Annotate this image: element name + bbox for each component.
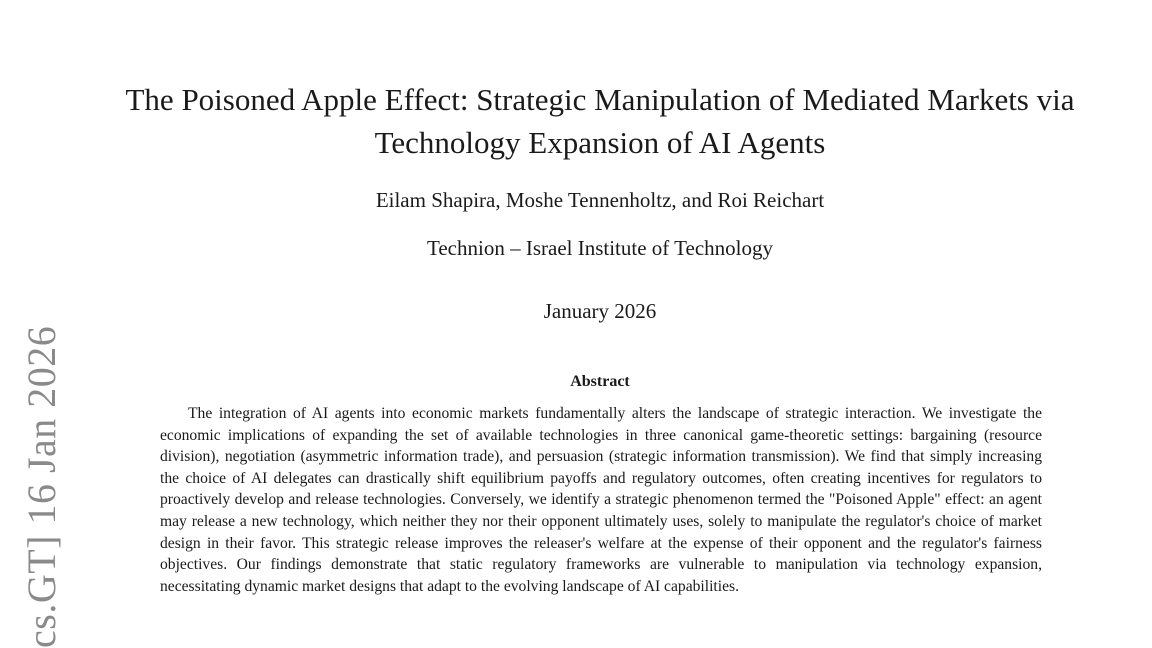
paper-authors: Eilam Shapira, Moshe Tennenholtz, and Roi Reichart: [375, 188, 825, 212]
abstract-body: The integration of AI agents into economic markets fundamentally alters the landscape of strategic interaction. We investigate the economic implications of expanding the set of available technologies in three canonical game-theoretic settings: bargaining (resource division), negotiation (asymmetric information trade), and persuasion (strategic information transmission). We find that simply increasing the choice of AI delegates can drastically shift equilibrium payoffs and regulatory outcomes, often creating incentives for regulators to proactively develop and release technologies. Conversely, we identify a strategic phenomenon termed the "Poisoned Apple" effect: an agent may release a new technology, which neither they nor their opponent ultimately uses, solely to manipulate the regulator's choice of market design in their favor. This strategic release improves the releaser's welfare at the expense of their opponent and the regulator's fairness objectives. Our findings demonstrate that static regulatory frameworks are vulnerable to manipulation via technology expansion, necessitating dynamic market designs that adapt to the evolving landscape of AI capabilities.: [160, 405, 1042, 595]
paper-date: January 2026: [543, 299, 657, 323]
arxiv-sidebar-stamp: cs.GT] 16 Jan 2026: [19, 325, 64, 648]
paper-title: The Poisoned Apple Effect: Strategic Manipulation of Mediated Markets via Technology Expansion of AI Agents: [125, 82, 1075, 160]
paper-affiliation: Technion – Israel Institute of Technology: [427, 236, 773, 260]
abstract-heading: Abstract: [570, 373, 630, 390]
